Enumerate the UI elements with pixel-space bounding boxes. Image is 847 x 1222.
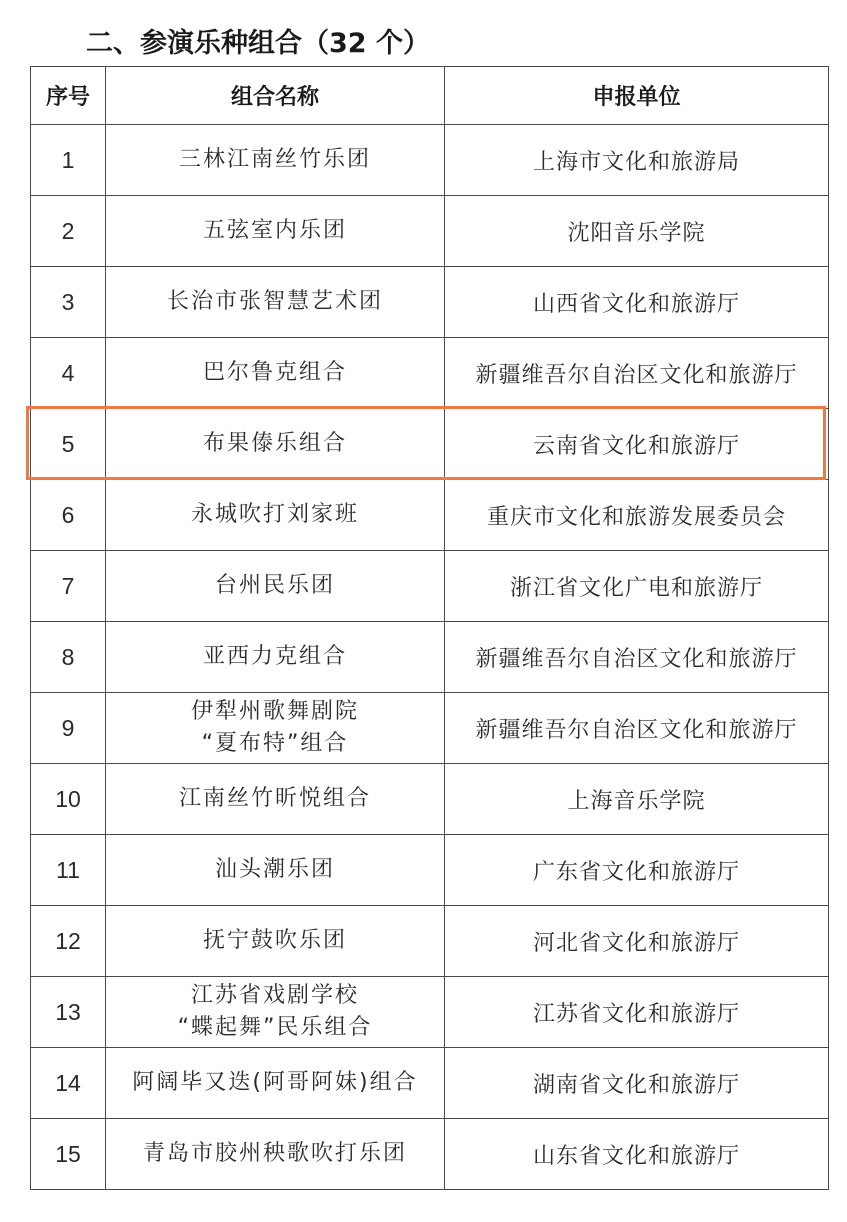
row-index: 5 (31, 409, 106, 480)
ensemble-name-line: 五弦室内乐团 (202, 218, 347, 243)
table-row (31, 1119, 829, 1190)
row-index: 8 (31, 622, 106, 693)
row-index: 4 (31, 338, 106, 409)
table-body (31, 125, 829, 1190)
ensemble-name (106, 693, 445, 764)
row-index: 11 (31, 835, 106, 906)
column-header-unit: 申报单位 (445, 67, 829, 125)
ensemble-name-line: “夏布特”组合 (201, 731, 349, 756)
row-index: 1 (31, 125, 106, 196)
row-index: 7 (31, 551, 106, 622)
ensemble-name-line: 亚西力克组合 (202, 644, 347, 669)
table-row (31, 764, 829, 835)
reporting-unit: 山东省文化和旅游厅 (445, 1119, 829, 1190)
ensemble-name (106, 764, 445, 835)
ensemble-name-line: 青岛市胶州秧歌吹打乐团 (142, 1141, 407, 1166)
ensemble-name (106, 622, 445, 693)
ensemble-name (106, 551, 445, 622)
reporting-unit: 广东省文化和旅游厅 (445, 835, 829, 906)
reporting-unit: 上海市文化和旅游局 (445, 125, 829, 196)
row-index: 2 (31, 196, 106, 267)
row-index: 15 (31, 1119, 106, 1190)
ensemble-name (106, 125, 445, 196)
ensemble-name (106, 409, 445, 480)
ensemble-name-line: 江苏省戏剧学校 (190, 983, 359, 1008)
table-row (31, 835, 829, 906)
reporting-unit: 山西省文化和旅游厅 (445, 267, 829, 338)
reporting-unit: 重庆市文化和旅游发展委员会 (445, 480, 829, 551)
ensemble-name (106, 977, 445, 1048)
table-row (31, 622, 829, 693)
reporting-unit: 河北省文化和旅游厅 (445, 906, 829, 977)
reporting-unit: 新疆维吾尔自治区文化和旅游厅 (445, 622, 829, 693)
ensemble-name-line: 三林江南丝竹乐团 (178, 147, 371, 172)
column-header-index: 序号 (31, 67, 106, 125)
table-row (31, 480, 829, 551)
row-index: 12 (31, 906, 106, 977)
table-row (31, 267, 829, 338)
row-index: 9 (31, 693, 106, 764)
table-row (31, 693, 829, 764)
reporting-unit: 浙江省文化广电和旅游厅 (445, 551, 829, 622)
ensemble-name (106, 1119, 445, 1190)
column-header-name: 组合名称 (106, 67, 445, 125)
ensemble-name (106, 196, 445, 267)
ensemble-name-line: 抚宁鼓吹乐团 (202, 928, 347, 953)
table-row (31, 906, 829, 977)
ensemble-name-line: 巴尔鲁克组合 (202, 360, 347, 385)
reporting-unit: 新疆维吾尔自治区文化和旅游厅 (445, 693, 829, 764)
ensemble-name (106, 480, 445, 551)
row-index: 6 (31, 480, 106, 551)
table-row (31, 1048, 829, 1119)
ensemble-name-line: 江南丝竹昕悦组合 (178, 786, 371, 811)
reporting-unit: 湖南省文化和旅游厅 (445, 1048, 829, 1119)
reporting-unit: 江苏省文化和旅游厅 (445, 977, 829, 1048)
reporting-unit: 沈阳音乐学院 (445, 196, 829, 267)
section-heading: 二、参演乐种组合（32 个） (86, 28, 430, 59)
ensemble-name (106, 338, 445, 409)
ensemble-name (106, 906, 445, 977)
row-index: 14 (31, 1048, 106, 1119)
row-index: 13 (31, 977, 106, 1048)
ensemble-name-line: 伊犁州歌舞剧院 (190, 699, 359, 724)
table-row (31, 409, 829, 480)
ensemble-name-line: 台州民乐团 (214, 573, 335, 598)
ensemble-name-line: 阿阔毕又迭(阿哥阿妹)组合 (132, 1070, 418, 1095)
row-index: 3 (31, 267, 106, 338)
table-row (31, 551, 829, 622)
reporting-unit: 云南省文化和旅游厅 (445, 409, 829, 480)
ensemble-name-line: 布果傣乐组合 (202, 431, 347, 456)
ensemble-name (106, 835, 445, 906)
row-index: 10 (31, 764, 106, 835)
ensemble-name-line: 长治市张智慧艺术团 (166, 289, 383, 314)
reporting-unit: 新疆维吾尔自治区文化和旅游厅 (445, 338, 829, 409)
ensemble-table (30, 66, 829, 1190)
reporting-unit: 上海音乐学院 (445, 764, 829, 835)
table-row (31, 196, 829, 267)
ensemble-name-line: “蝶起舞”民乐组合 (177, 1015, 373, 1040)
ensemble-name-line: 永城吹打刘家班 (190, 502, 359, 527)
ensemble-name (106, 267, 445, 338)
ensemble-name (106, 1048, 445, 1119)
table-header-row (31, 67, 829, 125)
ensemble-name-line: 汕头潮乐团 (214, 857, 335, 882)
table-row (31, 338, 829, 409)
table-row (31, 977, 829, 1048)
table-row (31, 125, 829, 196)
